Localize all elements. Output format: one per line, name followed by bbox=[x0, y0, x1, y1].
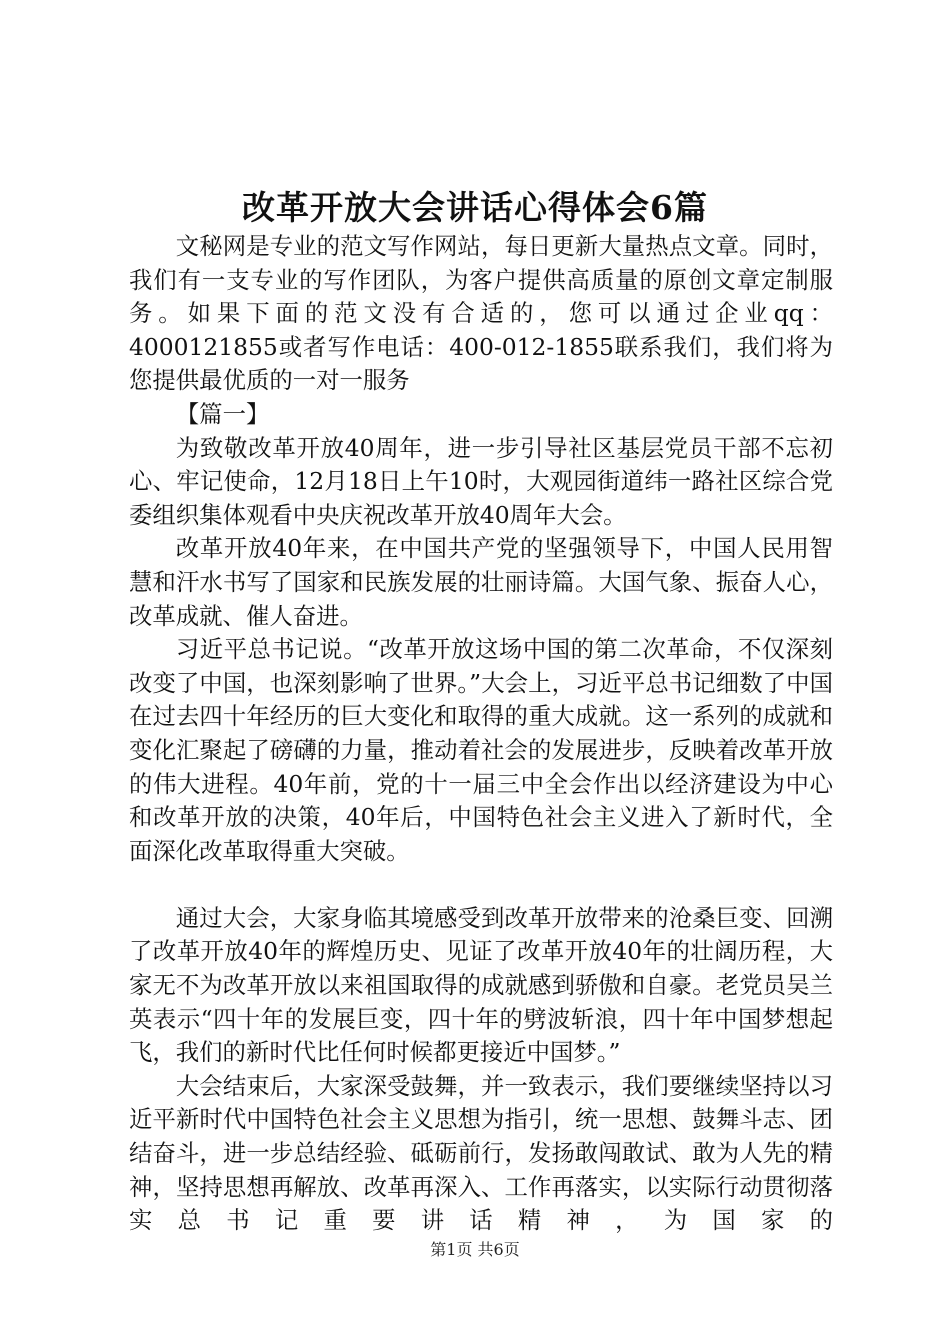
blank-line bbox=[129, 868, 833, 902]
body-paragraph: 改革开放40年来，在中国共产党的坚强领导下，中国人民用智慧和汗水书写了国家和民族发展的壮丽诗篇。大国气象、振奋人心，改革成就、催人奋进。 bbox=[129, 534, 833, 630]
body-paragraph: 为致敬改革开放40周年，进一步引导社区基层党员干部不忘初心、牢记使命，12月18日上午10时，大观园街道纬一路社区综合党委组织集体观看中央庆祝改革开放40周年大会。 bbox=[129, 433, 833, 529]
page-footer: 第1页 共6页 bbox=[430, 1240, 520, 1259]
body-paragraph: 习近平总书记说。“改革开放这场中国的第二次革命，不仅深刻改变了中国，也深刻影响了世界。”大会上，习近平总书记细数了中国在过去四十年经历的巨大变化和取得的重大成就。这一系列的成就和变化汇聚起了磅礴的力量，推动着社会的发展进步，反映着改革开放的伟大进程。40年前，党的十一届三中全会作出以经济建设为中心和改革开放的决策，40年后，中国特色社会主义进入了新时代，全面深化改革取得重大突破。 bbox=[129, 635, 833, 865]
section-heading: 【篇一】 bbox=[175, 399, 270, 428]
intro-paragraph: 文秘网是专业的范文写作网站，每日更新大量热点文章。同时，我们有一支专业的写作团队，为客户提供高质量的原创文章定制服务。如果下面的范文没有合适的，您可以通过企业qq：4000121855或者写作电话：400-012-1855联系我们，我们将为您提供最优质的一对一服务 bbox=[129, 232, 833, 395]
document-title: 改革开放大会讲话心得体会6篇 bbox=[242, 188, 708, 227]
body-paragraph: 通过大会，大家身临其境感受到改革开放带来的沧桑巨变、回溯了改革开放40年的辉煌历史、见证了改革开放40年的壮阔历程，大家无不为改革开放以来祖国取得的成就感到骄傲和自豪。老党员吴兰英表示“四十年的发展巨变，四十年的劈波斩浪，四十年中国梦想起飞，我们的新时代比任何时候都更接近中国梦。” bbox=[129, 903, 833, 1067]
document-body bbox=[129, 230, 833, 1238]
body-paragraph: 大会结束后，大家深受鼓舞，并一致表示，我们要继续坚持以习近平新时代中国特色社会主义思想为指引，统一思想、鼓舞斗志、团结奋斗，进一步总结经验、砥砺前行，发扬敢闯敢试、敢为人先的精神，坚持思想再解放、改革再深入、工作再落实，以实际行动贯彻落实总书记重要讲话精神，为国家的 bbox=[129, 1071, 833, 1235]
